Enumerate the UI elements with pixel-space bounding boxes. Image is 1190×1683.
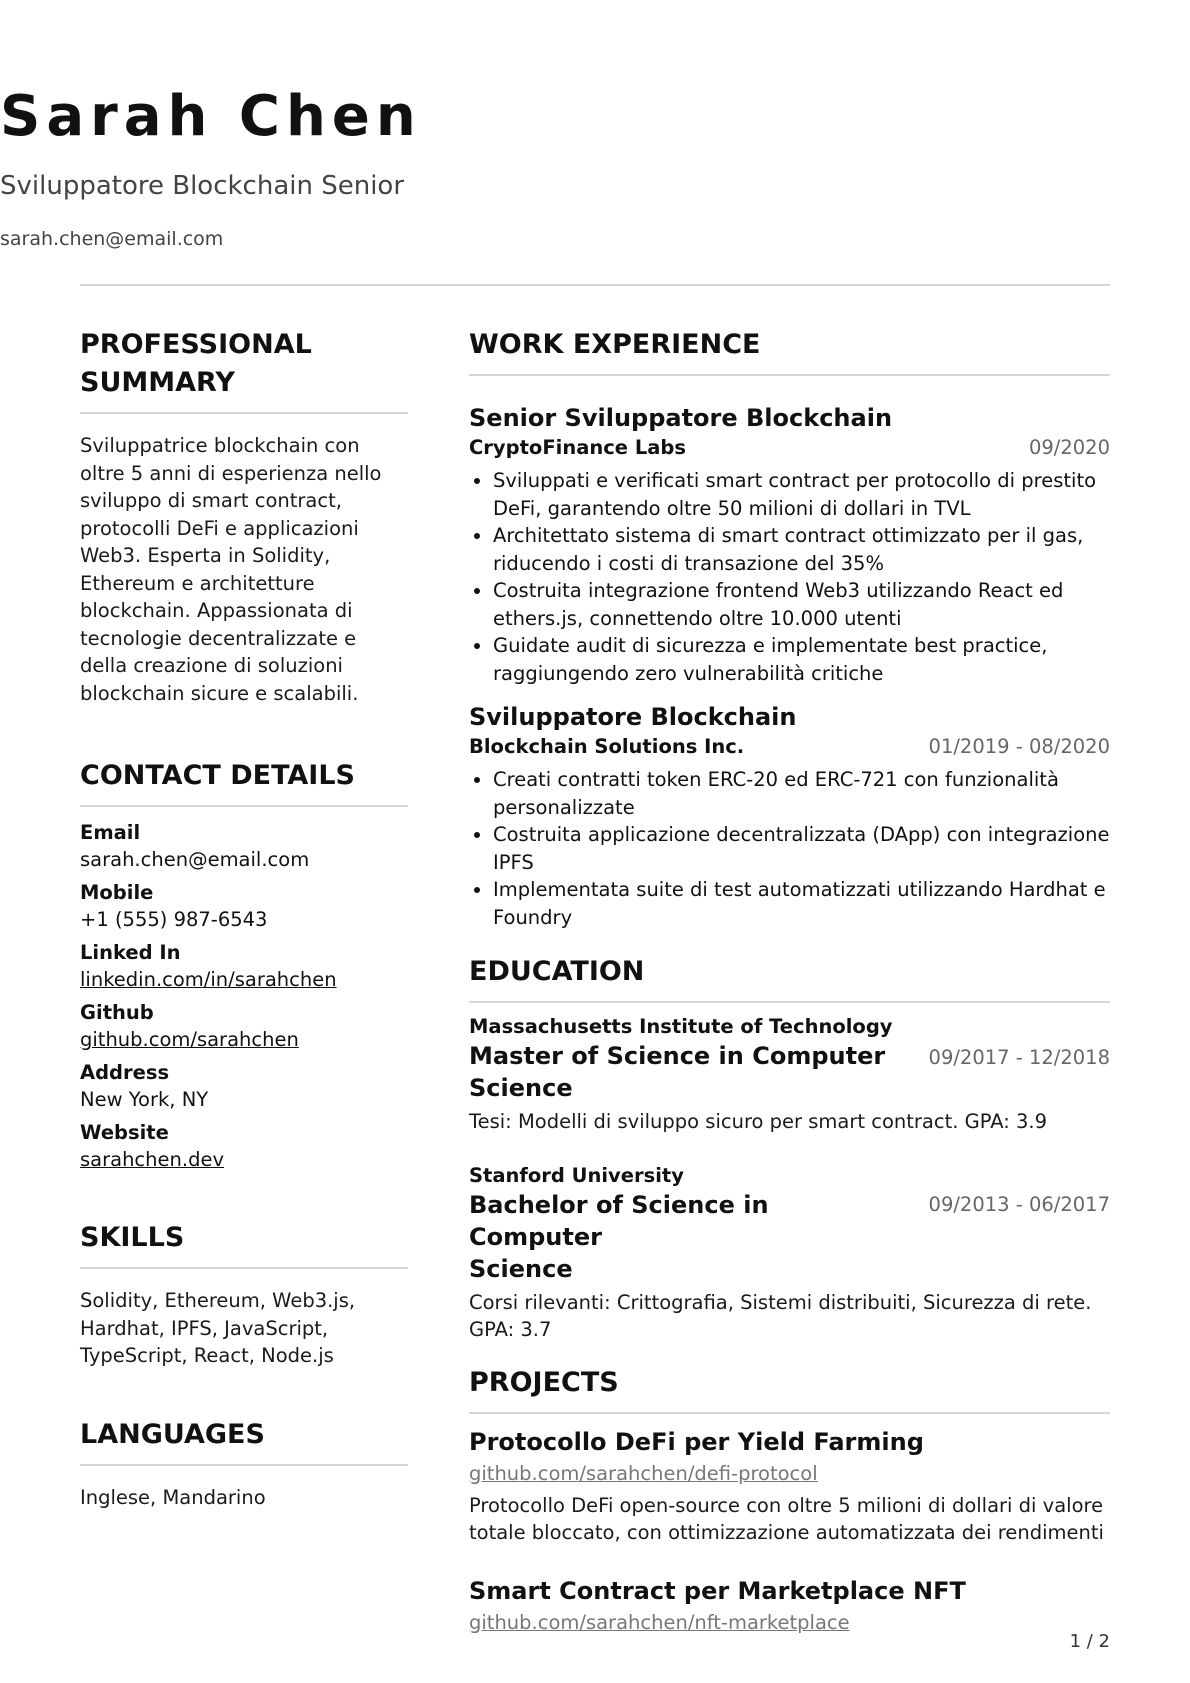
project-description: Protocollo DeFi open-source con oltre 5 milioni di dollari di valore totale bloccato, con ottimizzazione automatizzata dei rendimenti	[469, 1493, 1104, 1544]
right-column	[469, 326, 1110, 1637]
degree-row	[469, 1189, 1110, 1285]
header-divider	[80, 284, 1110, 286]
education-title: EDUCATION	[469, 956, 645, 987]
job-bullet: • Costruita integrazione frontend Web3 utilizzando React ed ethers.js, connettendo oltre 10.000 utenti	[493, 577, 1110, 632]
contact-item-website	[80, 1119, 408, 1173]
job-bullet: • Architettato sistema di smart contract ottimizzato per il gas, riducendo i costi di transazione del 35%	[493, 522, 1110, 577]
skills-section	[80, 1219, 408, 1370]
contact-section	[80, 757, 408, 1173]
education-detail: Tesi: Modelli di sviluppo sicuro per smart contract. GPA: 3.9	[469, 1110, 1048, 1133]
section-divider	[80, 805, 408, 807]
education-entry	[469, 1162, 1110, 1344]
section-divider	[80, 1267, 408, 1269]
education-date: 09/2013 - 06/2017	[928, 1192, 1110, 1216]
experience-section	[469, 326, 1110, 931]
projects-section	[469, 1364, 1110, 1637]
contact-item-address	[80, 1059, 408, 1113]
job-bullets	[469, 467, 1110, 687]
job-bullet: • Guidate audit di sicurezza e implementate best practice, raggiungendo zero vulnerabilità critiche	[493, 632, 1110, 687]
job-meta	[469, 733, 1110, 760]
company-name: CryptoFinance Labs	[469, 436, 686, 459]
education-date: 09/2017 - 12/2018	[928, 1046, 1110, 1069]
languages-text: Inglese, Mandarino	[80, 1485, 266, 1509]
job-bullet: • Creati contratti token ERC-20 ed ERC-721 con funzionalità personalizzate	[493, 766, 1110, 821]
languages-section	[80, 1416, 408, 1512]
degree-title-line2: Science	[469, 1254, 573, 1283]
job-title: Senior Sviluppatore Blockchain	[469, 404, 893, 432]
skills-text: Solidity, Ethereum, Web3.js, Hardhat, IPFS, JavaScript, TypeScript, React, Node.js	[80, 1289, 356, 1367]
contact-label: Address	[80, 1061, 170, 1084]
candidate-role: Sviluppatore Blockchain Senior	[0, 171, 405, 201]
page-number: 1 / 2	[1069, 1631, 1110, 1652]
section-divider	[469, 1412, 1110, 1414]
job-bullet: • Costruita applicazione decentralizzata (DApp) con integrazione IPFS	[493, 821, 1110, 876]
contact-list	[80, 819, 408, 1173]
languages-title: LANGUAGES	[80, 1418, 265, 1450]
job-bullet: • Sviluppati e verificati smart contract per protocollo di prestito DeFi, garantendo oltre 50 milioni di dollari in TVL	[493, 467, 1110, 522]
summary-title-line2: SUMMARY	[80, 367, 235, 398]
project-link[interactable]: github.com/sarahchen/nft-marketplace	[469, 1610, 850, 1634]
contact-item-mobile	[80, 879, 408, 933]
linkedin-link[interactable]: linkedin.com/in/sarahchen	[80, 968, 337, 991]
summary-section	[80, 326, 408, 707]
github-link[interactable]: github.com/sarahchen	[80, 1028, 299, 1051]
company-name: Blockchain Solutions Inc.	[469, 735, 745, 758]
contact-title: CONTACT DETAILS	[80, 760, 355, 791]
contact-label: Github	[80, 1001, 154, 1024]
degree-title	[469, 1189, 899, 1285]
contact-item-linkedin	[80, 939, 408, 993]
school-name: Massachusetts Institute of Technology	[469, 1015, 893, 1038]
header-email: sarah.chen@email.com	[0, 228, 224, 250]
degree-row	[469, 1040, 1110, 1104]
job-bullet: • Implementata suite di test automatizzati utilizzando Hardhat e Foundry	[493, 876, 1110, 931]
projects-title: PROJECTS	[469, 1366, 619, 1398]
summary-title	[80, 326, 408, 402]
project-entry	[469, 1575, 1110, 1637]
education-detail: Corsi rilevanti: Crittografia, Sistemi distribuiti, Sicurezza di rete. GPA: 3.7	[469, 1290, 1092, 1341]
website-link[interactable]: sarahchen.dev	[80, 1148, 224, 1171]
job-bullets	[469, 766, 1110, 931]
job-date: 09/2020	[1028, 436, 1110, 459]
education-entry	[469, 1013, 1110, 1136]
project-name: Smart Contract per Marketplace NFT	[469, 1576, 966, 1605]
project-link[interactable]: github.com/sarahchen/defi-protocol	[469, 1461, 818, 1485]
left-column	[80, 326, 408, 1511]
contact-address-value: New York, NY	[80, 1088, 209, 1111]
education-section	[469, 953, 1110, 1344]
candidate-name: Sarah Chen	[0, 84, 422, 149]
section-divider	[80, 1464, 408, 1466]
experience-title: WORK EXPERIENCE	[469, 329, 761, 360]
contact-item-github	[80, 999, 408, 1053]
job-date: 01/2019 - 08/2020	[928, 735, 1110, 758]
job-entry	[469, 402, 1110, 687]
project-entry	[469, 1426, 1110, 1547]
degree-title-line1: Bachelor of Science in Computer	[469, 1190, 769, 1251]
job-title: Sviluppatore Blockchain	[469, 703, 797, 731]
section-divider	[80, 412, 408, 414]
contact-email-value: sarah.chen@email.com	[80, 848, 310, 871]
summary-text: Sviluppatrice blockchain con oltre 5 anni di esperienza nello sviluppo di smart contract, protocolli DeFi e applicazioni Web3. Esperta in Solidity, Ethereum e architetture blockchain. Appassionata di tecnologie decentralizzate e della creazione di soluzioni blockchain sicure e scalabili.	[80, 434, 382, 705]
contact-mobile-value: +1 (555) 987-6543	[80, 908, 268, 931]
section-divider	[469, 374, 1110, 376]
school-name: Stanford University	[469, 1163, 684, 1187]
job-meta	[469, 434, 1110, 461]
contact-label: Website	[80, 1121, 169, 1144]
job-entry	[469, 701, 1110, 931]
degree-title: Master of Science in Computer Science	[469, 1042, 886, 1102]
contact-label: Linked In	[80, 941, 181, 964]
summary-title-line1: PROFESSIONAL	[80, 329, 312, 360]
skills-title: SKILLS	[80, 1222, 185, 1253]
section-divider	[469, 1001, 1110, 1003]
contact-label: Mobile	[80, 881, 154, 904]
project-name: Protocollo DeFi per Yield Farming	[469, 1427, 924, 1456]
contact-label: Email	[80, 821, 141, 844]
contact-item-email	[80, 819, 408, 873]
